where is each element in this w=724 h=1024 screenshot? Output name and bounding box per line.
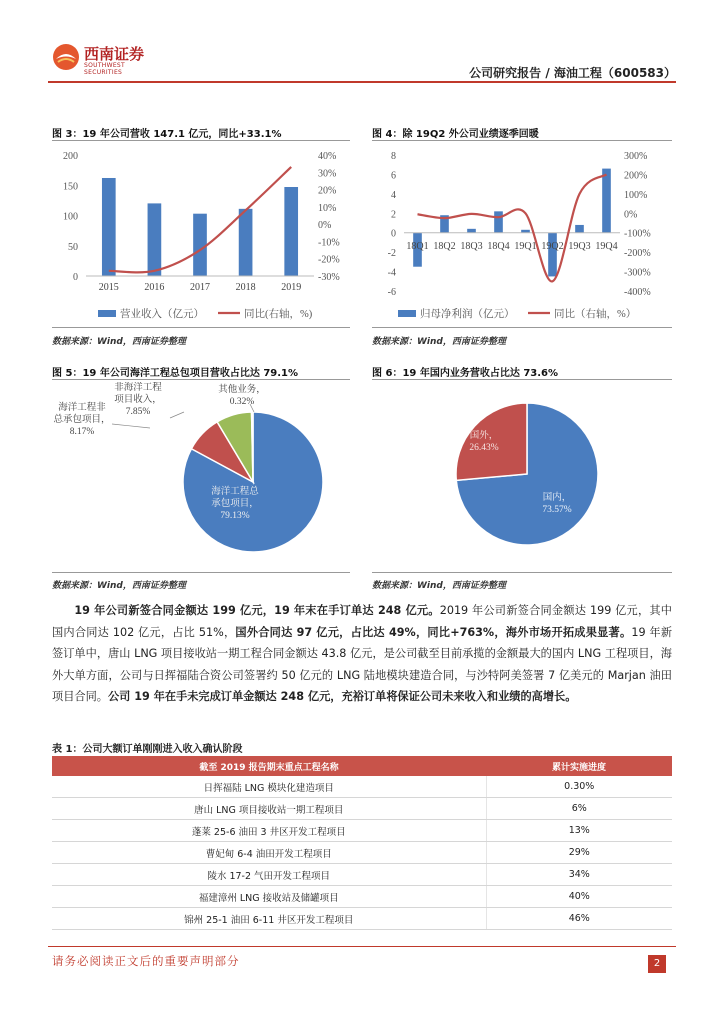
bar-19Q3	[575, 225, 584, 233]
y-tick-label: 4	[391, 189, 396, 201]
y2-tick-label: -300%	[624, 267, 651, 279]
para-sentence-2: 2019 年公司新签合同金额达 199 亿元，其中国内合同达 102 亿元，占比 51%，	[52, 604, 672, 639]
fig5-title-rule	[52, 379, 350, 380]
pie-label-1: 8.17%	[69, 427, 95, 437]
footer-notice: 请务必阅读正文后的重要声明部分	[52, 954, 240, 968]
table-row	[52, 864, 672, 886]
table-row	[52, 908, 672, 930]
fig3-source: 数据来源：Wind，西南证券整理	[52, 337, 186, 347]
body-paragraph	[52, 600, 672, 708]
x-tick-label: 18Q4	[487, 241, 510, 252]
y2-tick-label: 30%	[318, 168, 337, 180]
table-row	[52, 820, 672, 842]
bar-2015	[102, 178, 116, 276]
y2-tick-label: -10%	[318, 237, 340, 249]
table-cell-project: 陵水 17-2 气田开发工程项目	[52, 864, 486, 886]
y2-tick-label: -400%	[624, 287, 651, 298]
pie-label-1: 国外，	[469, 431, 499, 441]
y2-tick-label: -200%	[624, 248, 651, 260]
pie-label-1: 26.43%	[469, 443, 499, 453]
footer-rule	[48, 946, 676, 947]
table-col-project: 截至 2019 报告期末重点工程名称	[52, 756, 486, 776]
table-cell-progress: 0.30%	[486, 776, 672, 798]
pie-label-3: 0.32%	[229, 397, 255, 407]
y-tick-label: 0	[73, 272, 78, 283]
table-row	[52, 842, 672, 864]
pie-label-1: 总承包项目，	[53, 415, 111, 425]
table-cell-progress: 40%	[486, 886, 672, 908]
y-tick-label: -2	[387, 248, 396, 260]
x-tick-label: 2017	[190, 282, 210, 293]
bar-18Q4	[494, 211, 503, 232]
y2-tick-label: -100%	[624, 228, 651, 240]
table-row	[52, 798, 672, 820]
fig6-source-rule	[372, 572, 672, 573]
fig5-title: 图 5：19 年公司海洋工程总包项目营收占比达 79.1%	[52, 368, 299, 379]
fig6-title-rule	[372, 379, 672, 380]
para-sentence-3: 国外合同达 97 亿元，占比达 49%，同比+763%，海外市场开拓成果显著。	[235, 625, 632, 639]
table-cell-progress: 29%	[486, 842, 672, 864]
pie-label-0: 承包项目，	[211, 499, 259, 509]
pie-label-2: 非海洋工程	[114, 383, 162, 393]
y2-tick-label: -30%	[318, 272, 340, 283]
y2-tick-label: 40%	[318, 151, 337, 162]
x-tick-label: 18Q2	[433, 241, 456, 252]
bar-18Q3	[467, 229, 476, 233]
y-tick-label: 2	[391, 209, 396, 221]
y-tick-label: 50	[68, 241, 78, 253]
fig4-title: 图 4：除 19Q2 外公司业绩逐季回暖	[372, 129, 539, 140]
table-cell-project: 日挥福陆 LNG 模块化建造项目	[52, 776, 486, 798]
report-header-info: 公司研究报告 / 海油工程（600583）	[469, 66, 676, 80]
leader-line	[112, 424, 150, 428]
fig5-source: 数据来源：Wind，西南证券整理	[52, 581, 186, 591]
legend-bar-swatch	[98, 310, 116, 317]
x-tick-label: 2015	[98, 282, 119, 293]
x-tick-label: 18Q3	[460, 241, 483, 252]
fig6-chart	[372, 382, 672, 570]
company-logo	[52, 40, 162, 74]
pie-label-0: 73.57%	[542, 505, 572, 515]
table-cell-progress: 6%	[486, 798, 672, 820]
x-tick-label: 2016	[144, 282, 165, 293]
fig6-title: 图 6：19 年国内业务营收占比达 73.6%	[372, 368, 559, 379]
y2-tick-label: 0%	[318, 220, 332, 232]
table-col-progress: 累计实施进度	[486, 756, 672, 776]
pie-label-0: 海洋工程总	[211, 487, 259, 497]
fig5-chart	[52, 382, 350, 570]
table-cell-project: 蓬莱 25-6 油田 3 井区开发工程项目	[52, 820, 486, 842]
legend-bar-swatch	[398, 310, 416, 317]
header-rule	[48, 81, 676, 83]
legend-line-label: 同比（右轴，%）	[554, 309, 637, 320]
table-row	[52, 886, 672, 908]
y-tick-label: 8	[391, 151, 396, 162]
fig6-source: 数据来源：Wind，西南证券整理	[372, 581, 506, 591]
table-cell-progress: 46%	[486, 908, 672, 930]
table-cell-project: 唐山 LNG 项目接收站一期工程项目	[52, 798, 486, 820]
pie-label-0: 国内，	[542, 493, 572, 503]
y2-tick-label: 10%	[318, 202, 337, 214]
fig5-source-rule	[52, 572, 350, 573]
fig3-title: 图 3：19 年公司营收 147.1 亿元，同比+33.1%	[52, 129, 282, 140]
y2-tick-label: -20%	[318, 254, 340, 266]
x-tick-label: 2019	[281, 282, 302, 293]
legend-line-label: 同比(右轴，%)	[244, 309, 313, 320]
fig4-source: 数据来源：Wind，西南证券整理	[372, 337, 506, 347]
bar-2017	[193, 214, 207, 276]
logo-subtitle: SOUTHWEST SECURITIES	[84, 62, 125, 76]
y-tick-label: 6	[391, 170, 396, 182]
bar-19Q4	[602, 169, 611, 233]
table-row	[52, 776, 672, 798]
y2-tick-label: 100%	[624, 189, 648, 201]
y2-tick-label: 20%	[318, 185, 337, 197]
para-sentence-4: 19 年新签订单中，唐山 LNG 项目接收站一期工程合同金额达 43.8 亿元，是公司截至目前承揽的金额最大的国内 LNG 工程项目，海外大单方面，公司与日挥福陆合资公司签署约 50 亿元的 LNG 陆地模块建造合同，与沙特阿美签署 7 亿美元的 Marjan 油田项目合同。	[52, 625, 673, 703]
pie-label-2: 项目收入，	[114, 395, 162, 405]
table-cell-project: 曹妃甸 6-4 油田开发工程项目	[52, 842, 486, 864]
bar-2018	[239, 209, 253, 276]
fig3-source-rule	[52, 327, 350, 328]
y-tick-label: -4	[387, 267, 396, 279]
y-tick-label: 150	[63, 181, 78, 193]
logo-text: 西南证券	[84, 45, 145, 63]
fig4-chart	[372, 145, 674, 325]
page-number: 2	[648, 955, 666, 973]
bar-2016	[148, 203, 162, 276]
table-cell-progress: 13%	[486, 820, 672, 842]
y-tick-label: -6	[387, 287, 396, 298]
pie-label-1: 海洋工程非	[58, 403, 106, 413]
para-sentence-5: 公司 19 年在手未完成订单金额达 248 亿元，充裕订单将保证公司未来收入和业绩的高增长。	[107, 690, 577, 703]
fig4-title-rule	[372, 140, 672, 141]
x-tick-label: 2018	[235, 282, 256, 293]
pie-label-2: 7.85%	[125, 407, 151, 417]
bar-19Q2	[548, 233, 557, 277]
bar-2019	[284, 187, 298, 276]
legend-bar-label: 营业收入（亿元）	[120, 309, 204, 320]
x-tick-label: 18Q1	[406, 241, 429, 252]
y2-tick-label: 200%	[624, 170, 648, 182]
para-sentence-1: 19 年公司新签合同金额达 199 亿元，19 年末在手订单达 248 亿元。	[74, 604, 440, 617]
y2-tick-label: 0%	[624, 209, 638, 221]
y-tick-label: 0	[391, 228, 396, 240]
fig3-chart	[52, 145, 352, 325]
x-tick-label: 19Q3	[568, 241, 591, 252]
y-tick-label: 200	[63, 151, 78, 162]
table-cell-project: 锦州 25-1 油田 6-11 井区开发工程项目	[52, 908, 486, 930]
y-tick-label: 100	[63, 211, 78, 223]
fig4-source-rule	[372, 327, 672, 328]
pie-label-3: 其他业务，	[218, 385, 266, 395]
projects-table	[52, 756, 672, 930]
logo-mark-icon	[52, 43, 80, 71]
table-title: 表 1：公司大额订单刚刚进入收入确认阶段	[52, 744, 243, 755]
leader-line	[170, 412, 184, 418]
table-cell-project: 福建漳州 LNG 接收站及储罐项目	[52, 886, 486, 908]
x-tick-label: 19Q4	[595, 241, 618, 252]
legend-bar-label: 归母净利润（亿元）	[420, 309, 515, 320]
x-tick-label: 19Q2	[541, 241, 564, 252]
x-tick-label: 19Q1	[514, 241, 537, 252]
y2-tick-label: 300%	[624, 151, 648, 162]
fig3-title-rule	[52, 140, 350, 141]
pie-label-0: 79.13%	[220, 511, 250, 521]
pie-slice-1	[456, 403, 527, 480]
table-cell-progress: 34%	[486, 864, 672, 886]
